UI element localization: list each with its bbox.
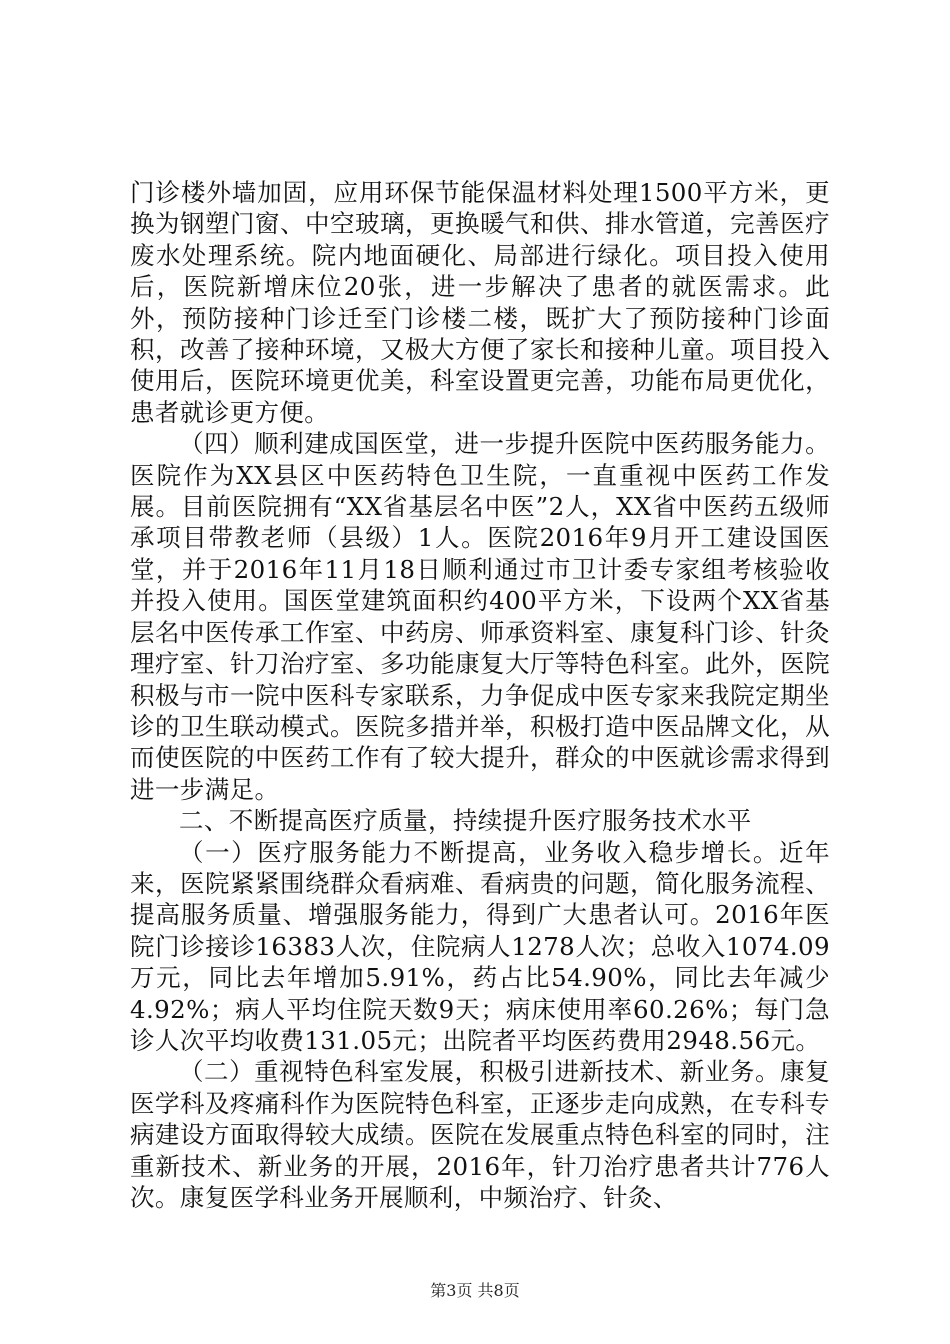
paragraph-specialty-departments: （二）重视特色科室发展，积极引进新技术、新业务。康复医学科及疼痛科作为医院特色科室，正逐步走向成熟，在专科专病建设方面取得较大成绩。医院在发展重点特色科室的同时，注重新技术、新业务的开展，2016年，针刀治疗患者共计776人次。康复医学科业务开展顺利，中频治疗、针灸、 bbox=[130, 1057, 830, 1212]
section-heading-medical-quality: 二、不断提高医疗质量，持续提升医疗服务技术水平 bbox=[179, 806, 752, 836]
paragraph-tcm-hall: （四）顺利建成国医堂，进一步提升医院中医药服务能力。医院作为XX县区中医药特色卫生院，一直重视中医药工作发展。目前医院拥有“XX省基层名中医”2人，XX省中医药五级师承项目带教老师（县级）1人。医院2016年9月开工建设国医堂，并于2016年11月18日顺利通过市卫计委专家组考核验收并投入使用。国医堂建筑面积约400平方米，下设两个XX省基层名中医传承工作室、中药房、师承资料室、康复科门诊、针灸理疗室、针刀治疗室、多功能康复大厅等特色科室。此外，医院积极与市一院中医科专家联系，力争促成中医专家来我院定期坐诊的卫生联动模式。医院多措并举，积极打造中医品牌文化，从而使医院的中医药工作有了较大提升，群众的中医就诊需求得到进一步满足。 bbox=[130, 429, 830, 804]
document-body bbox=[130, 177, 830, 1213]
paragraph-building-renovation: 门诊楼外墙加固，应用环保节能保温材料处理1500平方米，更换为钢塑门窗、中空玻璃，更换暖气和供、排水管道，完善医疗废水处理系统。院内地面硬化、局部进行绿化。项目投入使用后，医院新增床位20张，进一步解决了患者的就医需求。此外，预防接种门诊迁至门诊楼二楼，既扩大了预防接种门诊面积，改善了接种环境，又极大方便了家长和接种儿童。项目投入使用后，医院环境更优美，科室设置更完善，功能布局更优化，患者就诊更方便。 bbox=[130, 178, 830, 427]
page-number-footer: 第3页 共8页 bbox=[430, 1281, 520, 1300]
paragraph-service-capacity: （一）医疗服务能力不断提高，业务收入稳步增长。近年来，医院紧紧围绕群众看病难、看病贵的问题，简化服务流程、提高服务质量、增强服务能力，得到广大患者认可。2016年医院门诊接诊16383人次，住院病人1278人次；总收入1074.09万元，同比去年增加5.91%，药占比54.90%，同比去年减少4.92%；病人平均住院天数9天；病床使用率60.26%；每门急诊人次平均收费131.05元；出院者平均医药费用2948.56元。 bbox=[130, 837, 830, 1055]
